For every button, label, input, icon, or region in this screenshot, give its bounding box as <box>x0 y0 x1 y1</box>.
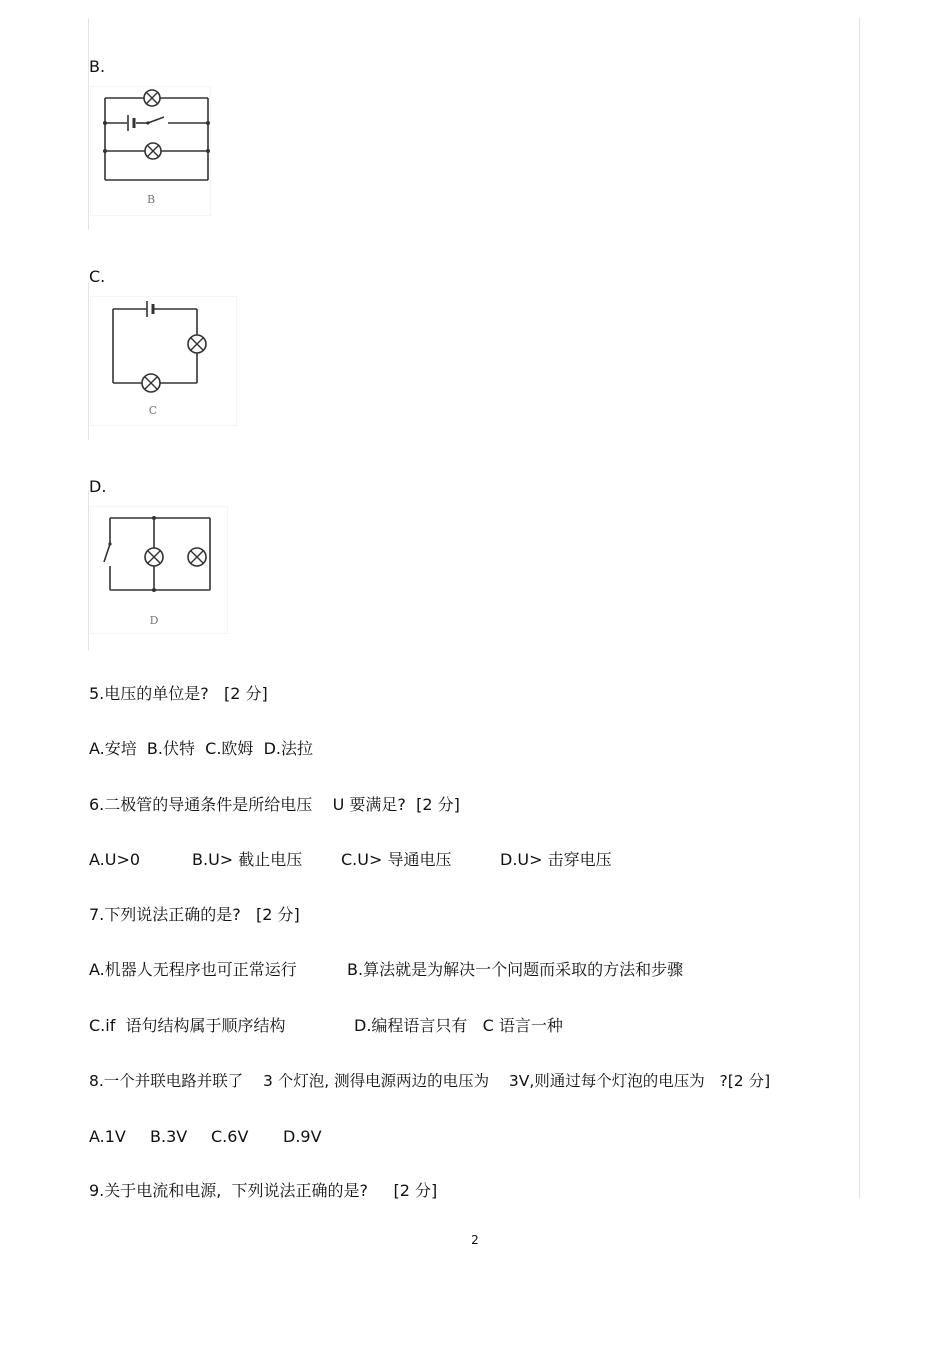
question-5: 5.电压的单位是? [2 分] <box>89 684 268 703</box>
question-8-option-d: D.9V <box>283 1127 322 1146</box>
circuit-diagram-b <box>90 86 211 216</box>
page-margin-line <box>859 18 860 1198</box>
question-7-option-d: D.编程语言只有 C 语言一种 <box>354 1016 563 1035</box>
question-9: 9.关于电流和电源, 下列说法正确的是? [2 分] <box>89 1181 438 1200</box>
option-b-label: B. <box>89 57 106 76</box>
page-number: 2 <box>471 1233 479 1247</box>
option-c-label: C. <box>89 267 106 286</box>
page-margin-line <box>88 282 89 440</box>
circuit-diagram-c <box>90 296 237 426</box>
caption-c: C <box>148 404 158 417</box>
question-7-option-c: C.if 语句结构属于顺序结构 <box>89 1016 286 1035</box>
question-7-option-b: B.算法就是为解决一个问题而采取的方法和步骤 <box>347 960 684 979</box>
page-margin-line <box>88 490 89 650</box>
caption-d: D <box>149 614 159 627</box>
question-7-option-a: A.机器人无程序也可正常运行 <box>89 960 297 979</box>
question-6-option-a: A.U>0 <box>89 850 141 869</box>
question-7: 7.下列说法正确的是? [2 分] <box>89 905 300 924</box>
question-6-option-c: C.U> 导通电压 <box>341 850 452 869</box>
question-5-options: A.安培 B.伏特 C.欧姆 D.法拉 <box>89 739 313 758</box>
caption-b: B <box>146 193 156 206</box>
page-margin-line <box>88 18 89 230</box>
question-8-option-c: C.6V <box>211 1127 249 1146</box>
circuit-diagram-d <box>90 506 228 634</box>
question-6: 6.二极管的导通条件是所给电压 U 要满足? [2 分] <box>89 795 460 814</box>
question-8: 8.一个并联电路并联了 3 个灯泡, 测得电源两边的电压为 3V,则通过每个灯泡的电压为 ?[2 分] <box>89 1072 771 1090</box>
option-d-label: D. <box>89 477 107 496</box>
question-6-option-d: D.U> 击穿电压 <box>500 850 612 869</box>
question-8-option-a: A.1V <box>89 1127 126 1146</box>
question-6-option-b: B.U> 截止电压 <box>192 850 303 869</box>
question-8-option-b: B.3V <box>150 1127 188 1146</box>
